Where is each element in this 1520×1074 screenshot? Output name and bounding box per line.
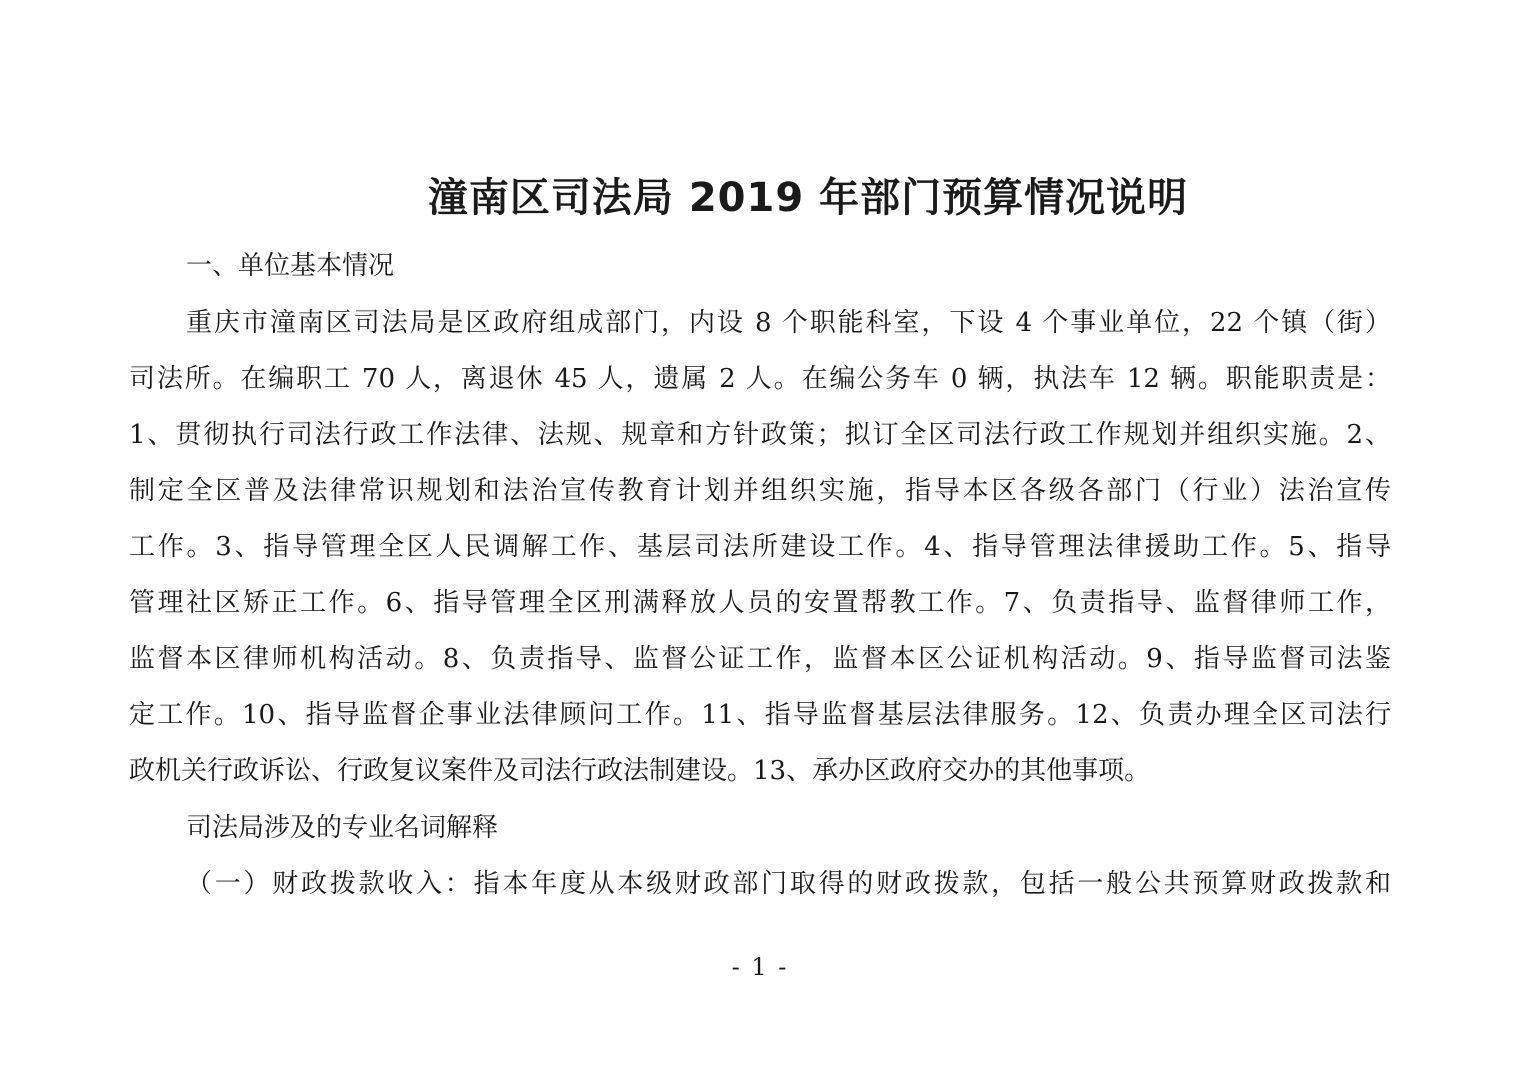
- term-line-1: （一）财政拨款收入：指本年度从本级财政部门取得的财政拨款，包括一般公共预算财政拨款和: [186, 869, 1391, 899]
- paragraph-line-4: 制定全区普及法律常识规划和法治宣传教育计划并组织实施，指导本区各级各部门（行业）法治宣传: [129, 476, 1391, 506]
- terms-heading: 司法局涉及的专业名词解释: [186, 813, 499, 843]
- paragraph-line-5: 工作。3、指导管理全区人民调解工作、基层司法所建设工作。4、指导管理法律援助工作。5、指导: [129, 532, 1391, 562]
- paragraph-line-3: 1、贯彻执行司法行政工作法律、法规、规章和方针政策；拟订全区司法行政工作规划并组织实施。2、: [129, 420, 1391, 450]
- paragraph-line-9: 政机关行政诉讼、行政复议案件及司法行政法制建设。13、承办区政府交办的其他事项。: [129, 756, 1151, 786]
- section-heading: 一、单位基本情况: [186, 251, 395, 281]
- paragraph-line-6: 管理社区矫正工作。6、指导管理全区刑满释放人员的安置帮教工作。7、负责指导、监督律师工作，: [129, 588, 1391, 618]
- paragraph-line-8: 定工作。10、指导监督企事业法律顾问工作。11、指导监督基层法律服务。12、负责办理全区司法行: [129, 700, 1391, 730]
- paragraph-line-7: 监督本区律师机构活动。8、负责指导、监督公证工作，监督本区公证机构活动。9、指导监督司法鉴: [129, 644, 1391, 674]
- page-number: - 1 -: [731, 953, 789, 981]
- document-title: 潼南区司法局 2019 年部门预算情况说明: [427, 175, 1189, 221]
- paragraph-line-2: 司法所。在编职工 70 人，离退休 45 人，遗属 2 人。在编公务车 0 辆，执法车 12 辆。职能职责是：: [129, 364, 1391, 394]
- paragraph-line-1: 重庆市潼南区司法局是区政府组成部门，内设 8 个职能科室，下设 4 个事业单位，22 个镇（街）: [186, 308, 1391, 338]
